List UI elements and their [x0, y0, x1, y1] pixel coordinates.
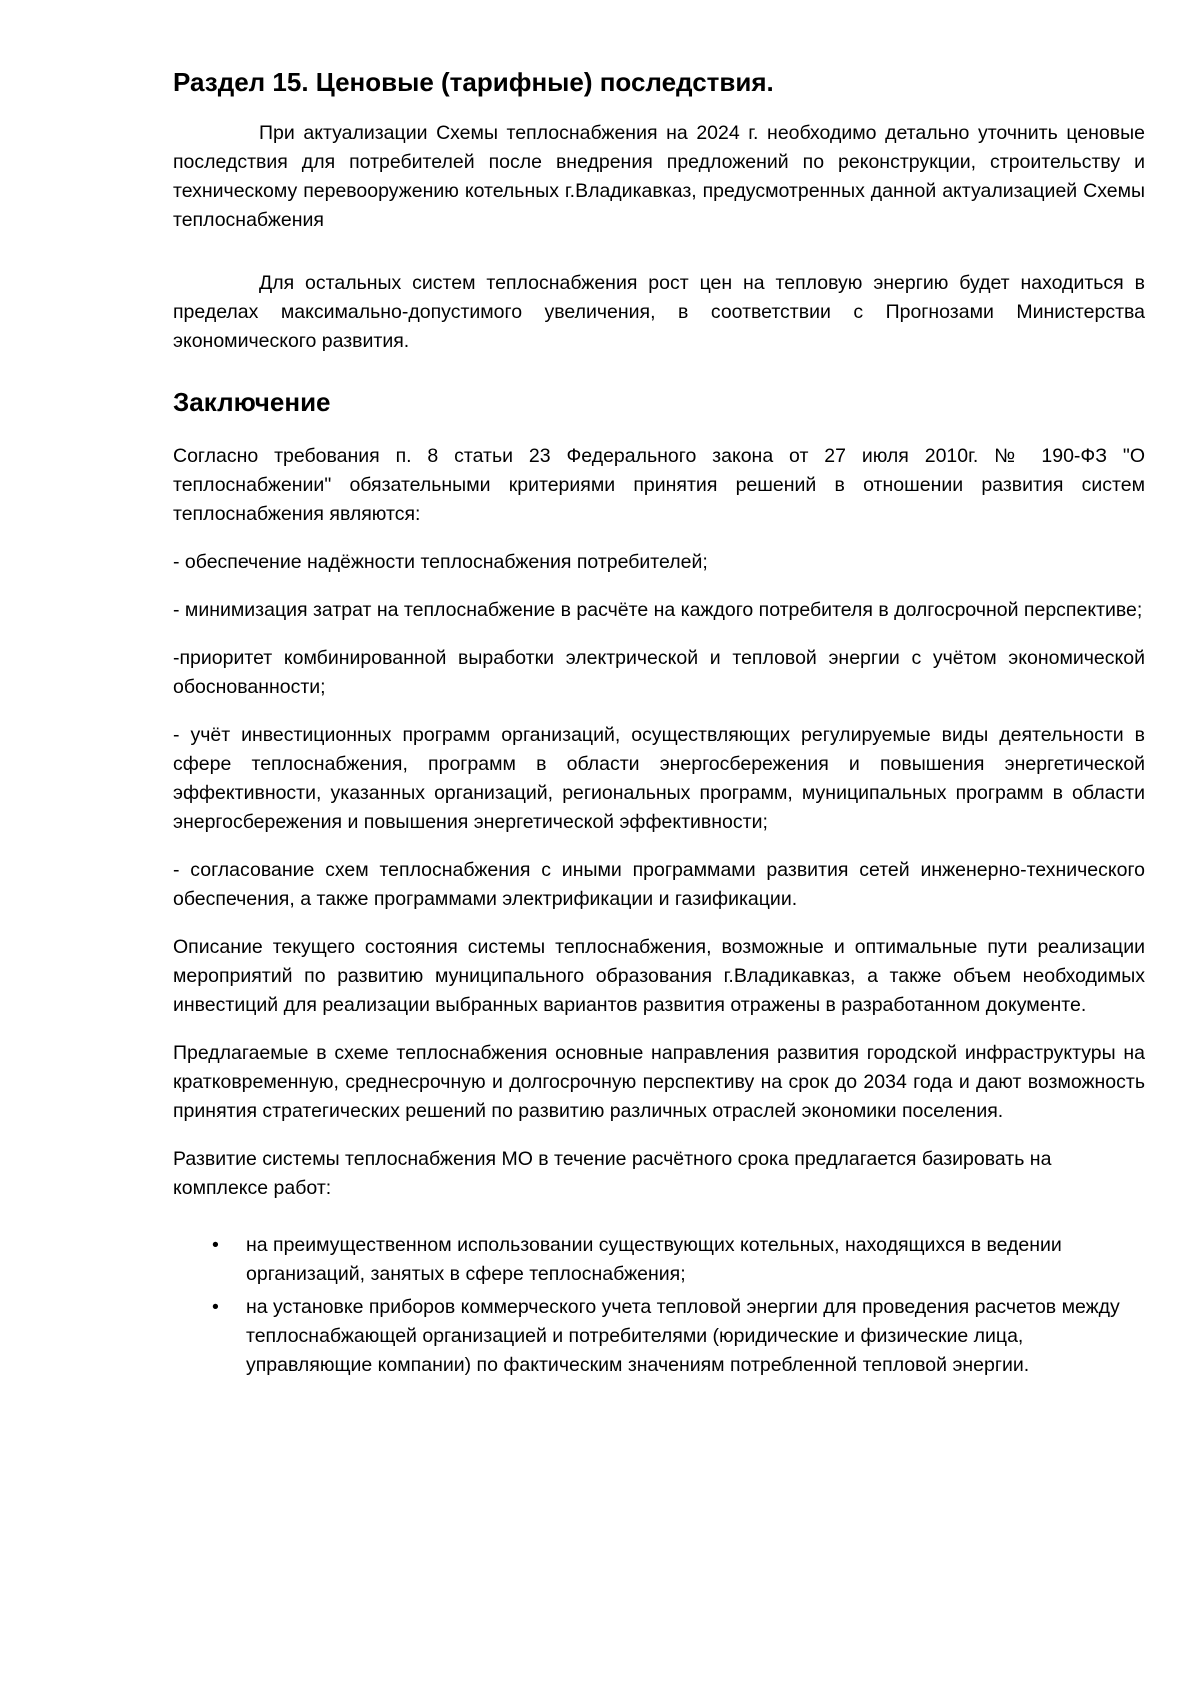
conclusion-heading: Заключение: [173, 386, 331, 417]
list-item-text: на установке приборов коммерческого учета тепловой энергии для проведения расчетов между теплоснабжающей организацией и потребителями (юридические и физические лица, управляющие компании) по фактическим значениям потребленной тепловой энергии.: [246, 1296, 1120, 1376]
criterion-4: - учёт инвестиционных программ организаций, осуществляющих регулируемые виды деятельности в сфере теплоснабжения, программ в области энергосбережения и повышения энергетической эффективности, указанных организаций, региональных программ, муниципальных программ в области энергосбережения и повышения энергетической эффективности;: [173, 724, 1145, 833]
list-item: [212, 1231, 1145, 1289]
bullet-icon: •: [212, 1234, 219, 1256]
conclusion-intro: Согласно требования п. 8 статьи 23 Федерального закона от 27 июля 2010г. № 190-ФЗ "О теплоснабжении" обязательными критериями принятия решений в отношении развития систем теплоснабжения являются:: [173, 445, 1145, 525]
development-intro: Развитие системы теплоснабжения МО в течение расчётного срока предлагается базировать на комплексе работ:: [173, 1148, 1052, 1199]
section-15-paragraph-2: Для остальных систем теплоснабжения рост цен на тепловую энергию будет находиться в пределах максимально-допустимого увеличения, в соответствии с Прогнозами Министерства экономического развития.: [173, 271, 1145, 352]
bullet-icon: •: [212, 1296, 219, 1318]
list-item: [212, 1293, 1145, 1380]
criterion-1: - обеспечение надёжности теплоснабжения потребителей;: [173, 551, 708, 573]
criterion-5: - согласование схем теплоснабжения с иными программами развития сетей инженерно-технического обеспечения, а также программами электрификации и газификации.: [173, 859, 1145, 910]
criterion-2: - минимизация затрат на теплоснабжение в расчёте на каждого потребителя в долгосрочной перспективе;: [173, 599, 1143, 621]
list-item-text: на преимущественном использовании существующих котельных, находящихся в ведении организаций, занятых в сфере теплоснабжения;: [246, 1234, 1062, 1285]
section-15-paragraph-1: При актуализации Схемы теплоснабжения на 2024 г. необходимо детально уточнить ценовые последствия для потребителей после внедрения предложений по реконструкции, строительству и техническому перевооружению котельных г.Владикавказ, предусмотренных данной актуализацией Схемы теплоснабжения: [173, 121, 1145, 231]
conclusion-proposals: Предлагаемые в схеме теплоснабжения основные направления развития городской инфраструктуры на кратковременную, среднесрочную и долгосрочную перспективу на срок до 2034 года и дают возможность принятия стратегических решений по развитию различных отраслей экономики поселения.: [173, 1042, 1145, 1122]
development-bullet-list: [173, 1231, 1145, 1380]
section-15-heading: Раздел 15. Ценовые (тарифные) последствия.: [173, 67, 774, 97]
criterion-3: -приоритет комбинированной выработки электрической и тепловой энергии с учётом экономической обоснованности;: [173, 647, 1145, 698]
conclusion-description: Описание текущего состояния системы теплоснабжения, возможные и оптимальные пути реализации мероприятий по развитию муниципального образования г.Владикавказ, а также объем необходимых инвестиций для реализации выбранных вариантов развития отражены в разработанном документе.: [173, 936, 1145, 1016]
